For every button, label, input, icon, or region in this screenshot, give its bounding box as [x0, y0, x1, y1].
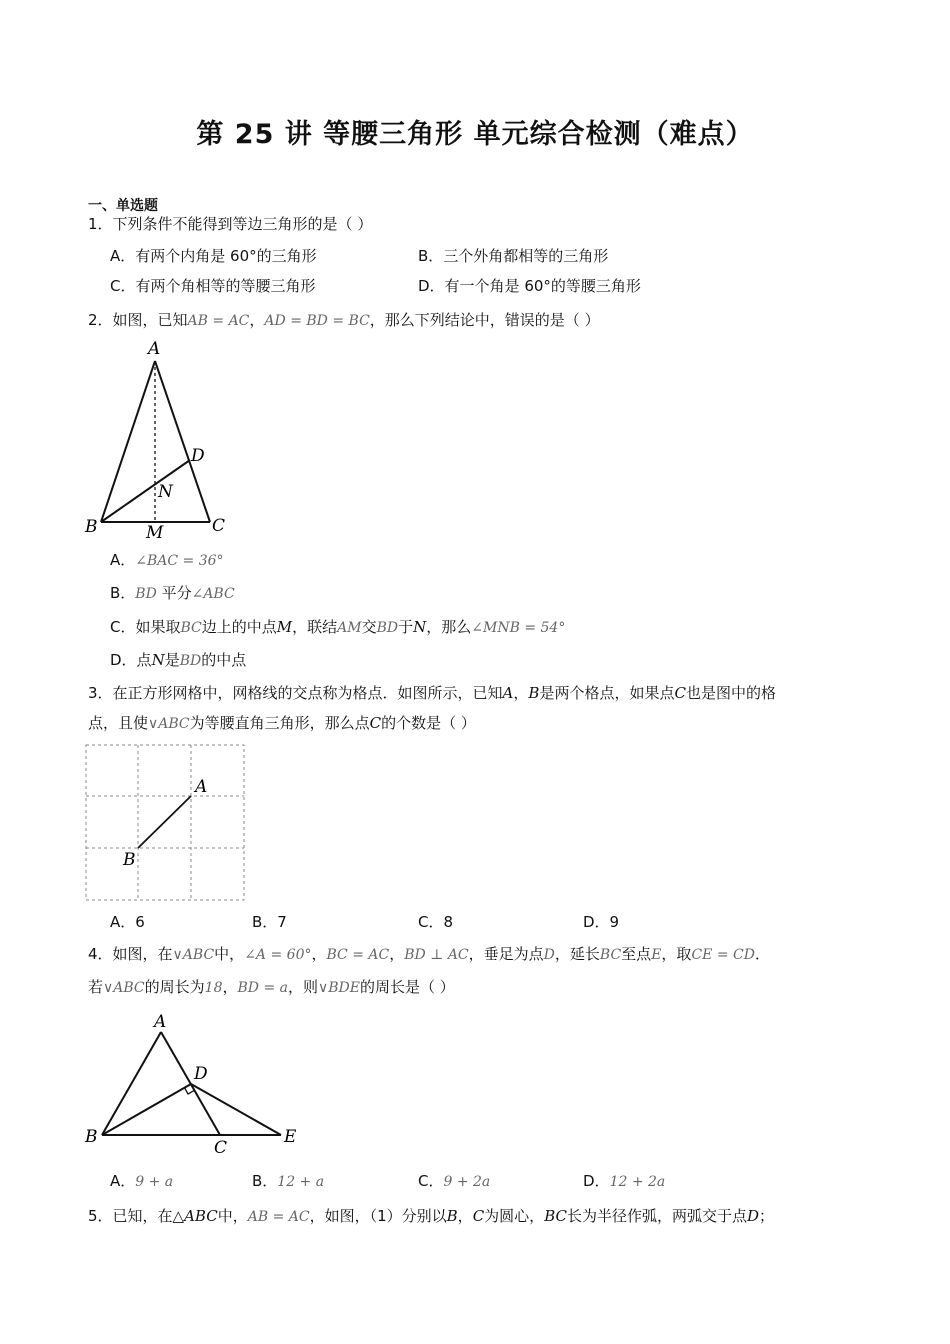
- q4-m1: ∨ABC: [172, 947, 215, 963]
- q2-option-c: [110, 617, 565, 638]
- q4-triangle-figure: [80, 1008, 310, 1160]
- q4-opt-d-math: 12 + 2a: [609, 1174, 666, 1190]
- q2-opt-c-pre: C．如果取: [110, 618, 181, 636]
- q4-b5: 的周长是（ ）: [360, 978, 455, 996]
- q5-a5: 为圆心，: [484, 1207, 545, 1225]
- q2-opt-c-t5: ，那么: [426, 618, 472, 636]
- q3-sep: ，: [513, 684, 529, 702]
- q2-label-c: C: [212, 516, 226, 536]
- q2-math-ab-ac: AB = AC: [187, 313, 250, 329]
- q4-n2: 18: [204, 980, 223, 996]
- q4-m3: BC = AC: [326, 947, 390, 963]
- q5-line1: [88, 1206, 774, 1227]
- q4-a6: ，延长: [554, 945, 600, 963]
- q4-opt-c-pre: C．: [418, 1172, 444, 1190]
- q2-opt-c-m1: BC: [180, 620, 202, 636]
- q3-point-a: A: [502, 684, 514, 702]
- q2-triangle-figure: [80, 336, 240, 546]
- q2-option-d: [110, 650, 246, 671]
- q4-line2: [88, 977, 455, 998]
- q4-label-d: D: [194, 1064, 208, 1084]
- q4-n4: ∨BDE: [318, 980, 360, 996]
- q4-m2: ∠A = 60°: [244, 947, 312, 963]
- q4-label-e: E: [284, 1127, 297, 1147]
- page-title: 第 25 讲 等腰三角形 单元综合检测（难点）: [196, 119, 754, 150]
- q5-m4: C: [472, 1207, 485, 1225]
- q2-sep: ，: [249, 311, 265, 329]
- q2-opt-c-t1: 边上的中点: [201, 618, 277, 636]
- q4-a4: ，: [389, 945, 405, 963]
- q3-point-b: B: [528, 684, 540, 702]
- q1-option-c: C．有两个角相等的等腰三角形: [110, 277, 316, 295]
- q2-opt-b-m1: BD: [135, 586, 157, 602]
- q5-m6: D: [746, 1207, 760, 1225]
- q4-a3: ，: [311, 945, 327, 963]
- q1-option-d: D．有一个角是 60°的等腰三角形: [418, 277, 641, 295]
- q2-opt-a-pre: A．: [110, 551, 136, 569]
- q5-a6: 长为半径作弧，两弧交于点: [566, 1207, 747, 1225]
- q4-label-c: C: [214, 1138, 228, 1158]
- q2-stem-text: 2．如图，已知: [88, 311, 188, 329]
- q4-m8: CE = CD: [691, 947, 755, 963]
- q2-option-a: [110, 550, 224, 571]
- q4-b2: 的周长为: [144, 978, 205, 996]
- q2-opt-c-t4: 于: [398, 618, 414, 636]
- q3-text-1: 3．在正方形网格中，网格线的交点称为格点．如图所示，已知: [88, 684, 503, 702]
- q4-opt-a-pre: A．: [110, 1172, 136, 1190]
- section-heading: 一、单选题: [88, 198, 158, 214]
- q3-text-1b: 是两个格点，如果点: [539, 684, 675, 702]
- q2-opt-b-mid: 平分: [156, 584, 192, 602]
- q2-opt-c-m3: BD: [376, 620, 399, 636]
- q2-opt-c-m2: AM: [337, 620, 362, 636]
- q4-a1: 4．如图，在: [88, 945, 173, 963]
- q2-opt-c-m: M: [276, 618, 293, 636]
- q2-stem: [88, 310, 600, 331]
- q3-grid-figure: [85, 743, 249, 903]
- q5-a3: ，如图，（1）分别以: [309, 1207, 447, 1225]
- q4-opt-b-pre: B．: [252, 1172, 278, 1190]
- q4-m4: BD ⊥ AC: [404, 947, 469, 963]
- q4-opt-b-math: 12 + a: [277, 1174, 325, 1190]
- q5-m3: B: [446, 1207, 458, 1225]
- q2-opt-c-m4: ∠MNB = 54°: [471, 620, 566, 636]
- q2-label-a: A: [148, 339, 161, 359]
- q3-text-2a: 点，且使: [88, 714, 149, 732]
- q2-opt-b-pre: B．: [110, 584, 136, 602]
- q3-option-b: B．7: [252, 913, 287, 931]
- q2-opt-d-t1: 是: [164, 651, 180, 669]
- q3-option-d: D．9: [583, 913, 620, 931]
- q2-opt-d-t2: 的中点: [201, 651, 247, 669]
- q4-line1: [88, 944, 770, 965]
- q2-opt-c-t2: ，联结: [292, 618, 338, 636]
- q2-opt-d-n: N: [151, 651, 165, 669]
- q5-a1: 5．已知，在△: [88, 1207, 185, 1225]
- q3-option-c: C．8: [418, 913, 454, 931]
- q5-a2: 中，: [217, 1207, 248, 1225]
- q2-opt-c-t3: 交: [361, 618, 377, 636]
- q1-option-a: A．有两个内角是 60°的三角形: [110, 247, 317, 265]
- q1-option-b: B．三个外角都相等的三角形: [418, 247, 609, 265]
- q4-opt-c-math: 9 + 2a: [443, 1174, 491, 1190]
- q4-label-a: A: [154, 1012, 167, 1032]
- q3-text-1c: 也是图中的格: [685, 684, 776, 702]
- q2-math-ad-bd-bc: AD = BD = BC: [264, 313, 370, 329]
- q3-option-a: A．6: [110, 913, 145, 931]
- q3-line1: [88, 683, 776, 703]
- q4-a2: 中，: [214, 945, 245, 963]
- q4-b4: ，则: [288, 978, 319, 996]
- q4-b1: 若: [88, 978, 104, 996]
- q5-a7: ；: [759, 1207, 775, 1225]
- q2-label-b: B: [85, 517, 98, 537]
- q3-text-2c: 的个数是（ ）: [381, 714, 476, 732]
- q4-a9: ．: [754, 945, 770, 963]
- q4-a8: ，取: [661, 945, 692, 963]
- q1-stem: 1．下列条件不能得到等边三角形的是（ ）: [88, 215, 373, 233]
- q4-m5: D: [543, 947, 555, 963]
- q4-m6: BC: [599, 947, 622, 963]
- q5-m5: BC: [544, 1207, 567, 1225]
- q4-m7: E: [651, 947, 662, 963]
- q4-n1: ∨ABC: [103, 980, 145, 996]
- q2-label-d: D: [191, 446, 205, 466]
- q4-a7: 至点: [621, 945, 652, 963]
- q2-label-n: N: [158, 482, 173, 502]
- q3-point-c2: C: [369, 714, 382, 732]
- q2-opt-d-pre: D．点: [110, 651, 152, 669]
- q2-opt-a-math: ∠BAC = 36°: [135, 553, 224, 569]
- q5-m1: ABC: [184, 1207, 218, 1225]
- q3-label-b: B: [123, 850, 136, 870]
- q3-math-abc: ∨ABC: [148, 716, 190, 732]
- q4-label-b: B: [85, 1127, 98, 1147]
- q2-opt-d-m1: BD: [179, 653, 202, 669]
- q4-b3: ，: [222, 978, 238, 996]
- q3-label-a: A: [195, 777, 208, 797]
- q2-option-b: [110, 583, 235, 604]
- q3-line2: [88, 713, 476, 734]
- q4-option-a: [110, 1171, 173, 1192]
- q4-opt-a-math: 9 + a: [135, 1174, 174, 1190]
- q5-m2: AB = AC: [247, 1209, 310, 1225]
- q4-n3: BD = a: [237, 980, 288, 996]
- q2-stem-tail: ，那么下列结论中，错误的是（ ）: [369, 311, 600, 329]
- q4-opt-d-pre: D．: [583, 1172, 610, 1190]
- q2-opt-c-n: N: [413, 618, 427, 636]
- q2-opt-b-m2: ∠ABC: [191, 586, 235, 602]
- q2-label-m: M: [146, 523, 164, 543]
- q4-option-d: [583, 1171, 665, 1192]
- q3-point-c: C: [674, 684, 686, 702]
- q4-a5: ，垂足为点: [468, 945, 544, 963]
- q5-a4: ，: [457, 1207, 473, 1225]
- q3-text-2b: 为等腰直角三角形，那么点: [189, 714, 370, 732]
- q4-option-c: [418, 1171, 490, 1192]
- q4-option-b: [252, 1171, 324, 1192]
